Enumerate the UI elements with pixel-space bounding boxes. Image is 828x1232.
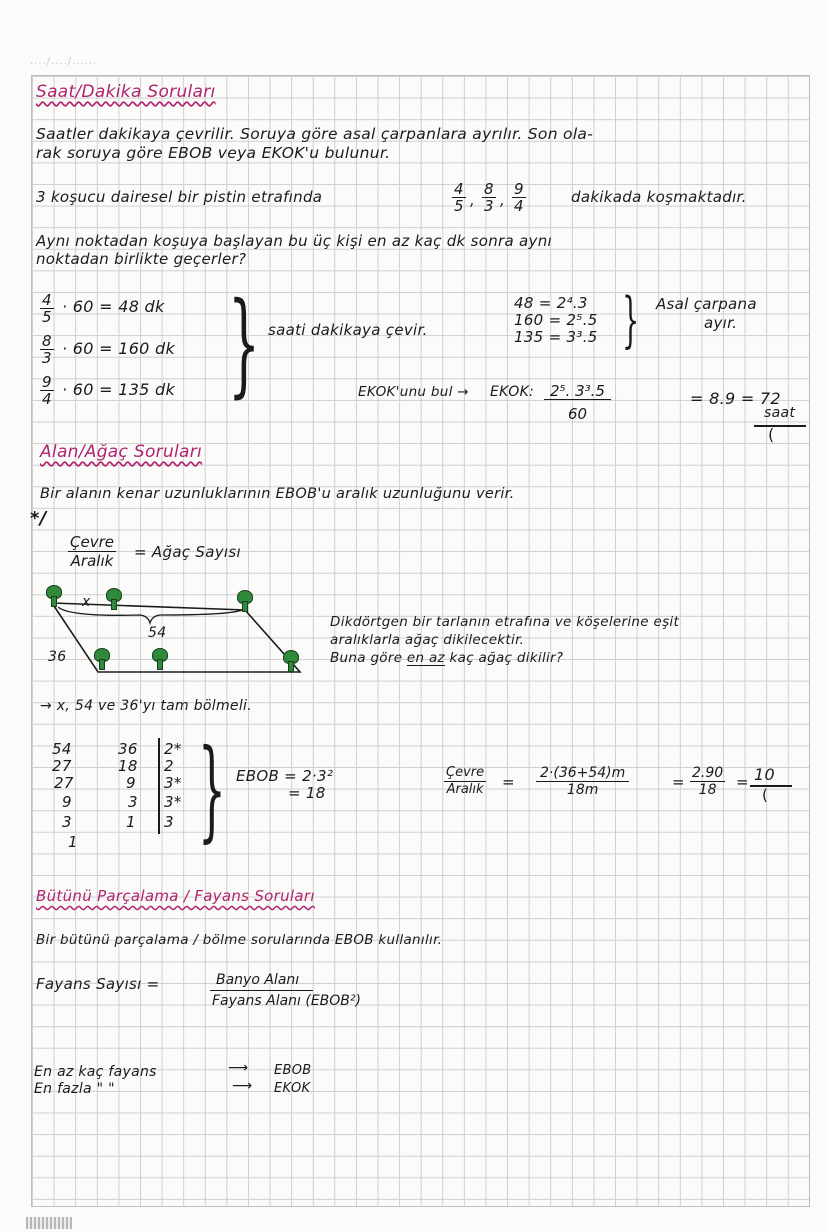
- conv-fraction-3: [40, 374, 54, 407]
- fayans-formula-label: Fayans Sayısı =: [36, 975, 160, 993]
- calc-fraction-step2: [690, 765, 725, 798]
- fayans-denominator: Fayans Alanı (EBOB²): [212, 993, 361, 1009]
- max-fayans-label: En fazla " ": [34, 1081, 115, 1097]
- ladder-divisor: 2*: [164, 740, 182, 758]
- section2-rule: Bir alanın kenar uzunluklarının EBOB'u aralık uzunluğunu verir.: [40, 486, 515, 502]
- field-parallelogram: [52, 603, 300, 672]
- arrow-icon: ⟶: [232, 1078, 253, 1094]
- formula-denominator: Aralık: [70, 552, 114, 570]
- fraction-den: 4: [514, 197, 524, 215]
- ladder-b: 1: [126, 813, 136, 831]
- ladder-b: 36: [118, 740, 138, 758]
- answer-underline: [750, 785, 792, 787]
- ladder-divider: [158, 738, 160, 834]
- equals: =: [736, 773, 749, 791]
- min-fayans-result: EBOB: [274, 1063, 312, 1078]
- calc-step1-denominator: 18m: [566, 782, 599, 798]
- tree-icon: [283, 650, 297, 670]
- calc-fraction-step1: [536, 765, 629, 798]
- problem2-emphasis: en az: [406, 650, 445, 666]
- section3-heading: Bütünü Parçalama / Fayans Soruları: [36, 887, 315, 905]
- fraction-4-5: [452, 181, 466, 214]
- ladder-a: 9: [62, 793, 72, 811]
- ekok-fraction: [544, 383, 611, 422]
- problem2-line3: [330, 650, 563, 667]
- problem1-line2: Aynı noktadan koşuya başlayan bu üç kişi en az kaç dk sonra aynı: [36, 232, 552, 250]
- scanner-qr-mark: [26, 1217, 72, 1229]
- tree-icon: [46, 585, 60, 605]
- ekok-result: = 8.9 = 72: [690, 389, 781, 408]
- tree-formula-fraction: [68, 533, 116, 570]
- ladder-b: 9: [126, 774, 136, 792]
- ladder-a: 27: [52, 757, 72, 775]
- conv-expr-3: · 60 = 135 dk: [62, 380, 176, 399]
- answer-mark: (: [762, 786, 769, 804]
- ekok-denominator: 60: [567, 405, 588, 423]
- fraction-den: 5: [42, 308, 52, 326]
- fraction-den: 3: [484, 197, 494, 215]
- arrow-icon: ⟶: [228, 1060, 249, 1076]
- answer-mark: (: [768, 425, 775, 444]
- ekok-unit: saat: [764, 405, 796, 421]
- ebob-line1: EBOB = 2·3²: [236, 767, 334, 785]
- tree-icon: [94, 648, 108, 668]
- factorization-135: 135 = 3³.5: [514, 328, 598, 346]
- calc-numerator: Çevre: [446, 765, 485, 780]
- conv-expr-1: · 60 = 48 dk: [62, 297, 165, 316]
- problem1-line3: noktadan birlikte geçerler?: [36, 250, 247, 268]
- max-fayans-result: EKOK: [274, 1081, 311, 1096]
- ekok-numerator: 2⁵. 3³.5: [544, 383, 611, 400]
- ladder-divisor: 3*: [164, 774, 182, 792]
- right-brace: }: [198, 725, 226, 853]
- fraction-num: 8: [42, 332, 52, 350]
- problem2-line3-suffix: kaç ağaç dikilir?: [449, 650, 564, 666]
- conv-fraction-2: [40, 333, 54, 366]
- section1-heading: Saat/Dakika Soruları: [36, 82, 216, 102]
- section1-intro-line2: rak soruya göre EBOB veya EKOK'u bulunur.: [36, 144, 391, 162]
- star-mark: */: [30, 508, 47, 529]
- ladder-divisor: 2: [164, 757, 174, 775]
- tree-icon: [237, 590, 251, 610]
- formula-result: = Ağaç Sayısı: [134, 543, 241, 561]
- field-diagram: [30, 575, 320, 685]
- factor-note-line2: ayır.: [704, 314, 738, 332]
- ladder-a: 3: [62, 813, 72, 831]
- answer-underline: [754, 425, 806, 427]
- fayans-formula-fraction: [210, 970, 363, 1011]
- diagram-label-x: x: [82, 594, 91, 610]
- diagram-label-36: 36: [48, 649, 67, 665]
- ladder-a: 54: [52, 740, 72, 758]
- factorization-48: 48 = 2⁴.3: [514, 294, 588, 312]
- right-brace: }: [228, 279, 261, 409]
- calc-step2-denominator: 18: [698, 782, 717, 798]
- date-placeholder: ..../..../......: [30, 56, 98, 67]
- diagram-label-54: 54: [148, 625, 167, 641]
- divisibility-note: → x, 54 ve 36'yı tam bölmeli.: [40, 698, 252, 714]
- calc-step1-numerator: 2·(36+54)m: [536, 765, 629, 782]
- conv-expr-2: · 60 = 160 dk: [62, 339, 176, 358]
- ladder-b: 18: [118, 757, 138, 775]
- fraction-den: 4: [42, 390, 52, 408]
- ekok-instruction: EKOK'unu bul →: [358, 384, 469, 400]
- fraction-num: 8: [484, 180, 494, 198]
- fraction-num: 4: [454, 180, 464, 198]
- calc-result: 10: [754, 765, 775, 784]
- ekok-prefix: EKOK:: [490, 384, 535, 400]
- problem1-line1-suffix: dakikada koşmaktadır.: [571, 188, 747, 206]
- formula-numerator: Çevre: [70, 533, 114, 551]
- tree-icon: [152, 648, 166, 668]
- calc-fraction-cevre-aralik: [444, 765, 486, 798]
- problem2-line1: Dikdörtgen bir tarlanın etrafına ve köşelerine eşit: [330, 614, 680, 630]
- comma: ,: [470, 191, 476, 209]
- ebob-line2: = 18: [288, 784, 326, 802]
- equals: =: [672, 773, 685, 791]
- ladder-b: 3: [128, 793, 138, 811]
- factor-note-line1: Asal çarpana: [656, 295, 757, 313]
- tree-icon: [106, 588, 120, 608]
- fraction-num: 9: [514, 180, 524, 198]
- calc-denominator: Aralık: [446, 782, 484, 797]
- factorization-160: 160 = 2⁵.5: [514, 311, 598, 329]
- fraction-num: 4: [42, 291, 52, 309]
- section1-intro-line1: Saatler dakikaya çevrilir. Soruya göre asal çarpanlara ayrılır. Son ola-: [36, 125, 594, 143]
- fraction-9-4: [512, 181, 526, 214]
- ladder-divisor: 3*: [164, 793, 182, 811]
- ladder-a: 27: [54, 774, 74, 792]
- calc-step2-numerator: 2.90: [692, 765, 724, 781]
- problem1-line1-prefix: 3 koşucu dairesel bir pistin etrafında: [36, 188, 323, 206]
- right-brace: }: [622, 285, 640, 355]
- ladder-divisor: 3: [164, 813, 174, 831]
- fraction-den: 5: [454, 197, 464, 215]
- problem2-line2: aralıklarla ağaç dikilecektir.: [330, 632, 525, 648]
- fraction-num: 9: [42, 373, 52, 391]
- problem2-line3-prefix: Buna göre: [330, 650, 403, 666]
- ladder-a: 1: [68, 833, 78, 851]
- min-fayans-label: En az kaç fayans: [34, 1064, 157, 1080]
- section2-heading: Alan/Ağaç Soruları: [40, 442, 203, 462]
- fraction-den: 3: [42, 349, 52, 367]
- comma: ,: [500, 191, 506, 209]
- fraction-8-3: [482, 181, 496, 214]
- convert-note: saati dakikaya çevir.: [268, 321, 428, 339]
- fayans-numerator: Banyo Alanı: [210, 970, 313, 991]
- equals: =: [502, 773, 515, 791]
- section3-rule: Bir bütünü parçalama / bölme sorularında EBOB kullanılır.: [36, 932, 443, 948]
- conv-fraction-1: [40, 292, 54, 325]
